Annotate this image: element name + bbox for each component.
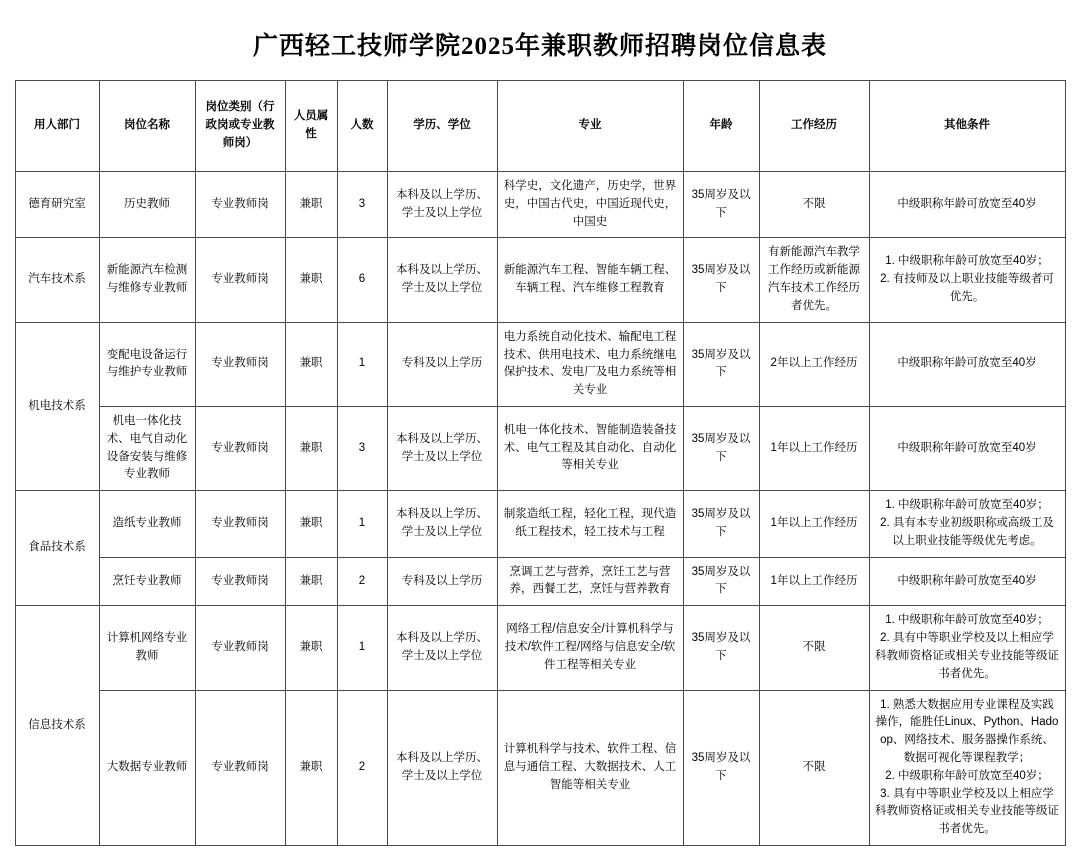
- cell-age: 35周岁及以下: [683, 491, 759, 557]
- cell-age: 35周岁及以下: [683, 557, 759, 606]
- column-header-post: 岗位名称: [99, 81, 195, 172]
- cell-other-conditions: 中级职称年龄可放宽至40岁: [869, 557, 1065, 606]
- cell-post-type: 专业教师岗: [195, 606, 285, 690]
- cell-post-type: 专业教师岗: [195, 690, 285, 846]
- table-header: [15, 81, 1065, 172]
- cell-post-name: 大数据专业教师: [99, 690, 195, 846]
- cell-major: 机电一体化技术、智能制造装备技术、电气工程及其自动化、自动化等相关专业: [497, 406, 683, 490]
- cell-post-type: 专业教师岗: [195, 238, 285, 322]
- column-header-age: 年龄: [683, 81, 759, 172]
- cell-person-attribute: 兼职: [285, 238, 337, 322]
- cell-other-conditions: 1. 中级职称年龄可放宽至40岁； 2. 具有中等职业学校及以上相应学科教师资格证或相关专业技能等级证书者优先。: [869, 606, 1065, 690]
- cell-major: 网络工程/信息安全/计算机科学与技术/软件工程/网络与信息安全/软件工程等相关专业: [497, 606, 683, 690]
- table-header-row: [15, 81, 1065, 172]
- cell-education: 本科及以上学历、学士及以上学位: [387, 491, 497, 557]
- cell-education: 本科及以上学历、学士及以上学位: [387, 606, 497, 690]
- cell-headcount: 3: [337, 172, 387, 238]
- cell-education: 本科及以上学历、学士及以上学位: [387, 238, 497, 322]
- cell-headcount: 2: [337, 690, 387, 846]
- cell-work-experience: 1年以上工作经历: [759, 557, 869, 606]
- table-row: [15, 606, 1065, 690]
- cell-department: 德育研究室: [15, 172, 99, 238]
- cell-other-conditions: 中级职称年龄可放宽至40岁: [869, 172, 1065, 238]
- cell-post-name: 新能源汽车检测与维修专业教师: [99, 238, 195, 322]
- cell-headcount: 1: [337, 606, 387, 690]
- cell-age: 35周岁及以下: [683, 238, 759, 322]
- cell-education: 本科及以上学历、学士及以上学位: [387, 172, 497, 238]
- cell-work-experience: 不限: [759, 690, 869, 846]
- cell-post-type: 专业教师岗: [195, 557, 285, 606]
- table-row: [15, 172, 1065, 238]
- column-header-count: 人数: [337, 81, 387, 172]
- cell-work-experience: 不限: [759, 172, 869, 238]
- cell-person-attribute: 兼职: [285, 491, 337, 557]
- cell-work-experience: 1年以上工作经历: [759, 491, 869, 557]
- column-header-dept: 用人部门: [15, 81, 99, 172]
- cell-person-attribute: 兼职: [285, 606, 337, 690]
- cell-major: 计算机科学与技术、软件工程、信息与通信工程、大数据技术、人工智能等相关专业: [497, 690, 683, 846]
- cell-post-type: 专业教师岗: [195, 491, 285, 557]
- cell-person-attribute: 兼职: [285, 322, 337, 406]
- cell-post-type: 专业教师岗: [195, 172, 285, 238]
- cell-post-name: 烹饪专业教师: [99, 557, 195, 606]
- cell-work-experience: 不限: [759, 606, 869, 690]
- cell-age: 35周岁及以下: [683, 690, 759, 846]
- cell-age: 35周岁及以下: [683, 406, 759, 490]
- cell-post-type: 专业教师岗: [195, 406, 285, 490]
- cell-education: 本科及以上学历、学士及以上学位: [387, 690, 497, 846]
- table-row: [15, 322, 1065, 406]
- table-row: [15, 491, 1065, 557]
- table-row: [15, 690, 1065, 846]
- cell-post-name: 造纸专业教师: [99, 491, 195, 557]
- cell-age: 35周岁及以下: [683, 322, 759, 406]
- cell-age: 35周岁及以下: [683, 172, 759, 238]
- cell-person-attribute: 兼职: [285, 690, 337, 846]
- column-header-education: 学历、学位: [387, 81, 497, 172]
- cell-work-experience: 有新能源汽车教学工作经历或新能源汽车技术工作经历者优先。: [759, 238, 869, 322]
- cell-other-conditions: 1. 熟悉大数据应用专业课程及实践操作，能胜任Linux、Python、Hadoop、网络技术、服务器操作系统、数据可视化等课程教学； 2. 中级职称年龄可放宽至40岁； 3. 具有中等职业学校及以上相应学科教师资格证或相关专业技能等级证书者优先。: [869, 690, 1065, 846]
- cell-work-experience: 2年以上工作经历: [759, 322, 869, 406]
- cell-headcount: 6: [337, 238, 387, 322]
- cell-post-type: 专业教师岗: [195, 322, 285, 406]
- page-title: 广西轻工技师学院2025年兼职教师招聘岗位信息表: [252, 33, 827, 60]
- cell-other-conditions: 1. 中级职称年龄可放宽至40岁； 2. 有技师及以上职业技能等级者可优先。: [869, 238, 1065, 322]
- cell-major: 烹调工艺与营养，烹饪工艺与营养，西餐工艺，烹饪与营养教育: [497, 557, 683, 606]
- cell-department: 汽车技术系: [15, 238, 99, 322]
- column-header-type: 岗位类别（行政岗或专业教师岗）: [195, 81, 285, 172]
- cell-department: 机电技术系: [15, 322, 99, 491]
- column-header-experience: 工作经历: [759, 81, 869, 172]
- table-row: [15, 406, 1065, 490]
- cell-age: 35周岁及以下: [683, 606, 759, 690]
- cell-post-name: 机电一体化技术、电气自动化设备安装与维修专业教师: [99, 406, 195, 490]
- cell-major: 科学史，文化遗产，历史学，世界史，中国古代史，中国近现代史，中国史: [497, 172, 683, 238]
- cell-person-attribute: 兼职: [285, 172, 337, 238]
- cell-headcount: 3: [337, 406, 387, 490]
- cell-headcount: 2: [337, 557, 387, 606]
- cell-post-name: 计算机网络专业教师: [99, 606, 195, 690]
- table-body: [15, 172, 1065, 846]
- cell-education: 本科及以上学历、学士及以上学位: [387, 406, 497, 490]
- cell-other-conditions: 中级职称年龄可放宽至40岁: [869, 322, 1065, 406]
- cell-education: 专科及以上学历: [387, 557, 497, 606]
- cell-major: 电力系统自动化技术、输配电工程技术、供用电技术、电力系统继电保护技术、发电厂及电力系统等相关专业: [497, 322, 683, 406]
- recruitment-table: [15, 80, 1066, 846]
- column-header-other: 其他条件: [869, 81, 1065, 172]
- table-row: [15, 238, 1065, 322]
- column-header-attribute: 人员属性: [285, 81, 337, 172]
- cell-other-conditions: 中级职称年龄可放宽至40岁: [869, 406, 1065, 490]
- column-header-major: 专业: [497, 81, 683, 172]
- cell-person-attribute: 兼职: [285, 406, 337, 490]
- cell-major: 制浆造纸工程，轻化工程，现代造纸工程技术，轻工技术与工程: [497, 491, 683, 557]
- table-row: [15, 557, 1065, 606]
- cell-other-conditions: 1. 中级职称年龄可放宽至40岁； 2. 具有本专业初级职称或高级工及以上职业技能等级优先考虑。: [869, 491, 1065, 557]
- cell-post-name: 变配电设备运行与维护专业教师: [99, 322, 195, 406]
- cell-headcount: 1: [337, 491, 387, 557]
- cell-work-experience: 1年以上工作经历: [759, 406, 869, 490]
- cell-department: 食品技术系: [15, 491, 99, 606]
- cell-department: 信息技术系: [15, 606, 99, 846]
- cell-major: 新能源汽车工程、智能车辆工程、车辆工程、汽车维修工程教育: [497, 238, 683, 322]
- cell-post-name: 历史教师: [99, 172, 195, 238]
- cell-education: 专科及以上学历: [387, 322, 497, 406]
- cell-person-attribute: 兼职: [285, 557, 337, 606]
- cell-headcount: 1: [337, 322, 387, 406]
